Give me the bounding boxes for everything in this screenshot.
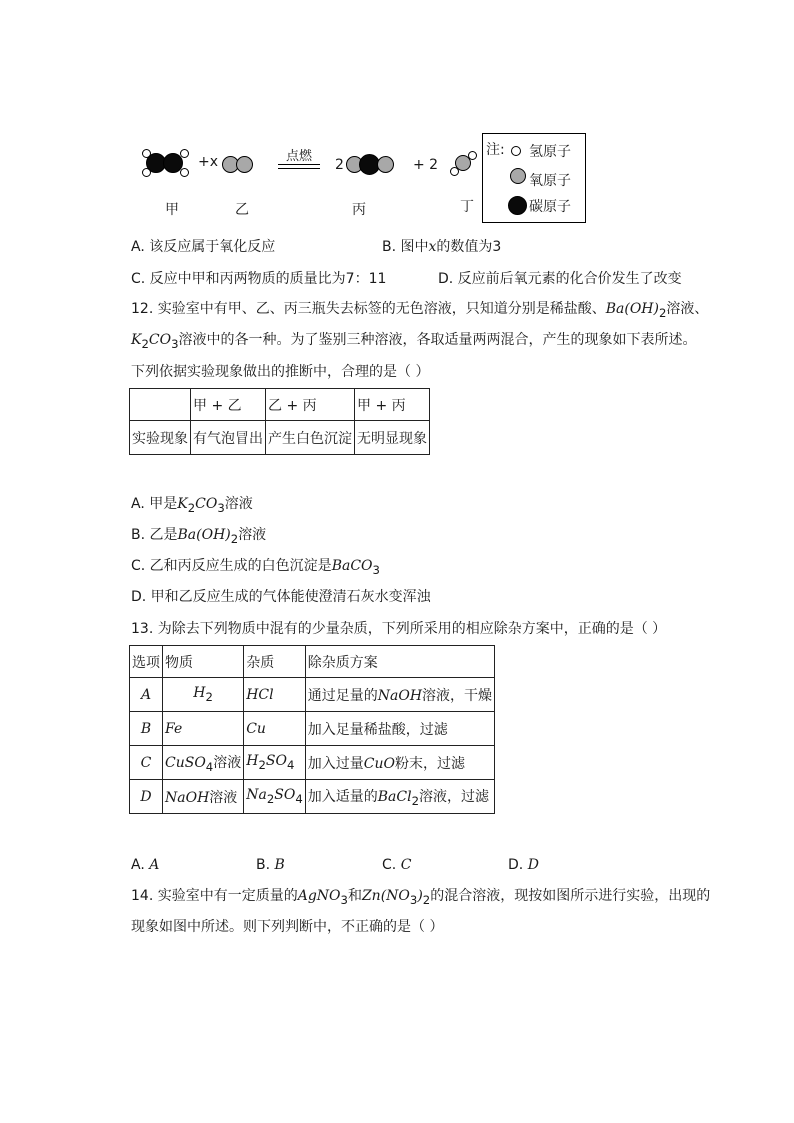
table-row	[130, 678, 495, 712]
table-cell: 除杂质方案	[305, 646, 494, 678]
oxygen-atom-legend	[510, 168, 526, 184]
q14-text: 14. 实验室中有一定质量的	[131, 888, 298, 904]
option-value: A	[149, 857, 160, 873]
plan-text: 溶液，干燥	[422, 687, 493, 704]
option-text: B.	[256, 857, 275, 873]
formula: SO	[265, 753, 287, 770]
q12-stem-line1	[131, 299, 708, 323]
table-cell: 杂质	[244, 646, 306, 678]
table-cell: A	[130, 678, 163, 712]
table-cell: HCl	[244, 678, 306, 712]
formula: H	[246, 753, 259, 770]
formula: SO	[274, 787, 296, 804]
table-cell	[305, 746, 494, 780]
option-text: D.	[508, 857, 528, 873]
table-cell: 物质	[163, 646, 244, 678]
table-cell	[130, 389, 191, 421]
q12-stem-line3: 下列依据实验现象做出的推断中，合理的是（ ）	[131, 364, 430, 380]
table-cell	[244, 746, 306, 780]
oxygen-atom	[377, 156, 394, 173]
equals-line	[278, 168, 320, 169]
table-cell	[305, 780, 494, 814]
table-row	[130, 646, 495, 678]
table-cell: B	[130, 712, 163, 746]
subscript: 3	[409, 892, 418, 907]
q12-option-a	[131, 494, 253, 518]
subscript: 2	[230, 531, 239, 546]
q14-text: 和	[347, 888, 362, 904]
label-jia: 甲	[165, 202, 179, 218]
option-text: 溶液	[224, 496, 253, 512]
formula: NaOH	[165, 789, 210, 806]
table-cell: 选项	[130, 646, 163, 678]
table-cell	[163, 746, 244, 780]
formula: NaOH	[377, 687, 423, 704]
reaction-condition: 点燃	[286, 149, 313, 164]
formula: CuSO	[165, 754, 206, 771]
formula: BaCl	[377, 788, 412, 805]
q12-option-c	[131, 556, 380, 580]
option-value: D	[527, 857, 539, 873]
table-cell	[305, 678, 494, 712]
label-yi: 乙	[235, 202, 249, 218]
subscript: 3	[372, 562, 380, 577]
plan-text: 加入过量	[307, 755, 364, 772]
table-cell: 产生白色沉淀	[266, 421, 355, 455]
table-cell: 无明显现象	[355, 421, 430, 455]
subscript: 2	[205, 689, 213, 704]
legend-box	[482, 133, 586, 223]
formula: Ba(OH)	[177, 527, 231, 543]
subscript: 2	[422, 892, 431, 907]
q11-option-d: D. 反应前后氧元素的化合价发生了改变	[438, 271, 682, 287]
option-text: A.	[131, 857, 150, 873]
hydrogen-atom	[450, 167, 459, 176]
subscript: 2	[258, 757, 266, 772]
subscript: 2	[411, 793, 419, 808]
subscript: 4	[205, 759, 214, 774]
equals-line	[278, 164, 320, 165]
option-value: B	[274, 857, 285, 873]
formula: AgNO	[297, 888, 341, 904]
subscript: 4	[286, 757, 295, 772]
table-row	[130, 389, 430, 421]
table-cell	[163, 780, 244, 814]
table-row	[130, 780, 495, 814]
formula: Ba(OH)	[605, 301, 659, 317]
table-cell: Fe	[163, 712, 244, 746]
q11-option-a: A. 该反应属于氧化反应	[131, 239, 276, 255]
q12-text: 溶液、	[666, 301, 709, 317]
subscript: 3	[217, 500, 225, 515]
table-cell: 乙 + 丙	[266, 389, 355, 421]
subscript: 2	[187, 500, 196, 515]
formula: H	[193, 685, 206, 702]
q13-table	[129, 645, 495, 814]
option-text: C.	[382, 857, 401, 873]
table-cell: 甲 + 乙	[191, 389, 266, 421]
q11-option-c: C. 反应中甲和丙两物质的质量比为7：11	[131, 271, 387, 287]
option-text: C. 乙和丙反应生成的白色沉淀是	[131, 558, 332, 574]
formula: CuO	[363, 755, 395, 772]
legend-title: 注:	[486, 142, 505, 158]
table-row	[130, 746, 495, 780]
label-bing: 丙	[352, 202, 366, 218]
hydrogen-atom-legend	[511, 146, 521, 156]
q11-option-b-text: 的数值为3	[436, 239, 502, 255]
q12-option-d: D. 甲和乙反应生成的气体能使澄清石灰水变浑浊	[131, 589, 431, 605]
carbon-atom-legend	[508, 196, 527, 215]
q13-option-a	[131, 855, 159, 875]
hydrogen-atom	[180, 149, 189, 158]
option-text: A. 甲是	[131, 496, 178, 512]
table-cell: D	[130, 780, 163, 814]
formula: Zn(NO	[361, 888, 410, 904]
subscript: 2	[266, 791, 275, 806]
q13-option-b	[256, 855, 285, 875]
table-cell: 实验现象	[130, 421, 191, 455]
subscript: 2	[658, 305, 667, 320]
subscript: 3	[171, 336, 179, 351]
plan-text: 加入适量的	[307, 788, 378, 805]
q11-option-b-var: x	[428, 239, 437, 255]
formula: CO	[148, 332, 172, 348]
q12-option-b	[131, 525, 266, 549]
hydrogen-atom	[180, 168, 189, 177]
subscript: 4	[295, 791, 303, 806]
legend-hydrogen: 氢原子	[529, 144, 571, 160]
q12-stem-line2	[131, 330, 697, 354]
formula: K	[131, 332, 142, 348]
q14-text: 的混合溶液，现按如图所示进行实验，出现的	[430, 888, 711, 904]
plan-text: 粉末，过滤	[394, 755, 465, 772]
option-text: B. 乙是	[131, 527, 178, 543]
q12-table	[129, 388, 430, 455]
table-cell: 有气泡冒出	[191, 421, 266, 455]
q11-option-b-text: B. 图中	[382, 239, 429, 255]
formula: )	[417, 888, 423, 904]
table-cell: Cu	[244, 712, 306, 746]
formula: K	[177, 496, 188, 512]
q13-option-d	[508, 855, 539, 875]
q13-stem: 13. 为除去下列物质中混有的少量杂质，下列所采用的相应除杂方案中，正确的是（ ）	[131, 621, 667, 637]
legend-carbon: 碳原子	[529, 199, 571, 215]
table-row	[130, 712, 495, 746]
q12-text: 12. 实验室中有甲、乙、丙三瓶失去标签的无色溶液，只知道分别是稀盐酸、	[131, 301, 606, 317]
plan-text: 溶液，过滤	[419, 788, 489, 805]
oxygen-atom	[236, 156, 253, 173]
cell-text: 溶液	[213, 754, 242, 771]
q12-text: 溶液中的各一种。为了鉴别三种溶液，各取适量两两混合，产生的现象如下表所述。	[178, 332, 697, 348]
plus-x: +x	[198, 154, 219, 170]
option-text: 溶液	[238, 527, 267, 543]
formula: CO	[195, 496, 218, 512]
q13-option-c	[382, 855, 411, 875]
q11-option-b	[382, 237, 501, 257]
label-ding: 丁	[460, 199, 474, 215]
table-row	[130, 421, 430, 455]
table-cell	[244, 780, 306, 814]
subscript: 3	[340, 892, 348, 907]
q14-stem-line2: 现象如图中所述。则下列判断中，不正确的是（ ）	[131, 919, 444, 935]
legend-oxygen: 氧原子	[529, 173, 571, 189]
hydrogen-atom	[468, 151, 477, 160]
q14-stem-line1	[131, 886, 710, 910]
plan-text: 通过足量的	[307, 687, 378, 704]
formula: Na	[246, 787, 267, 804]
formula: BaCO	[331, 558, 373, 574]
plus-2: + 2	[413, 157, 439, 173]
coef-bing: 2	[335, 157, 344, 173]
option-value: C	[400, 857, 412, 873]
table-cell	[163, 678, 244, 712]
table-cell: 甲 + 丙	[355, 389, 430, 421]
table-cell: 加入足量稀盐酸，过滤	[305, 712, 494, 746]
table-cell: C	[130, 746, 163, 780]
subscript: 2	[141, 336, 149, 351]
cell-text: 溶液	[209, 789, 238, 806]
